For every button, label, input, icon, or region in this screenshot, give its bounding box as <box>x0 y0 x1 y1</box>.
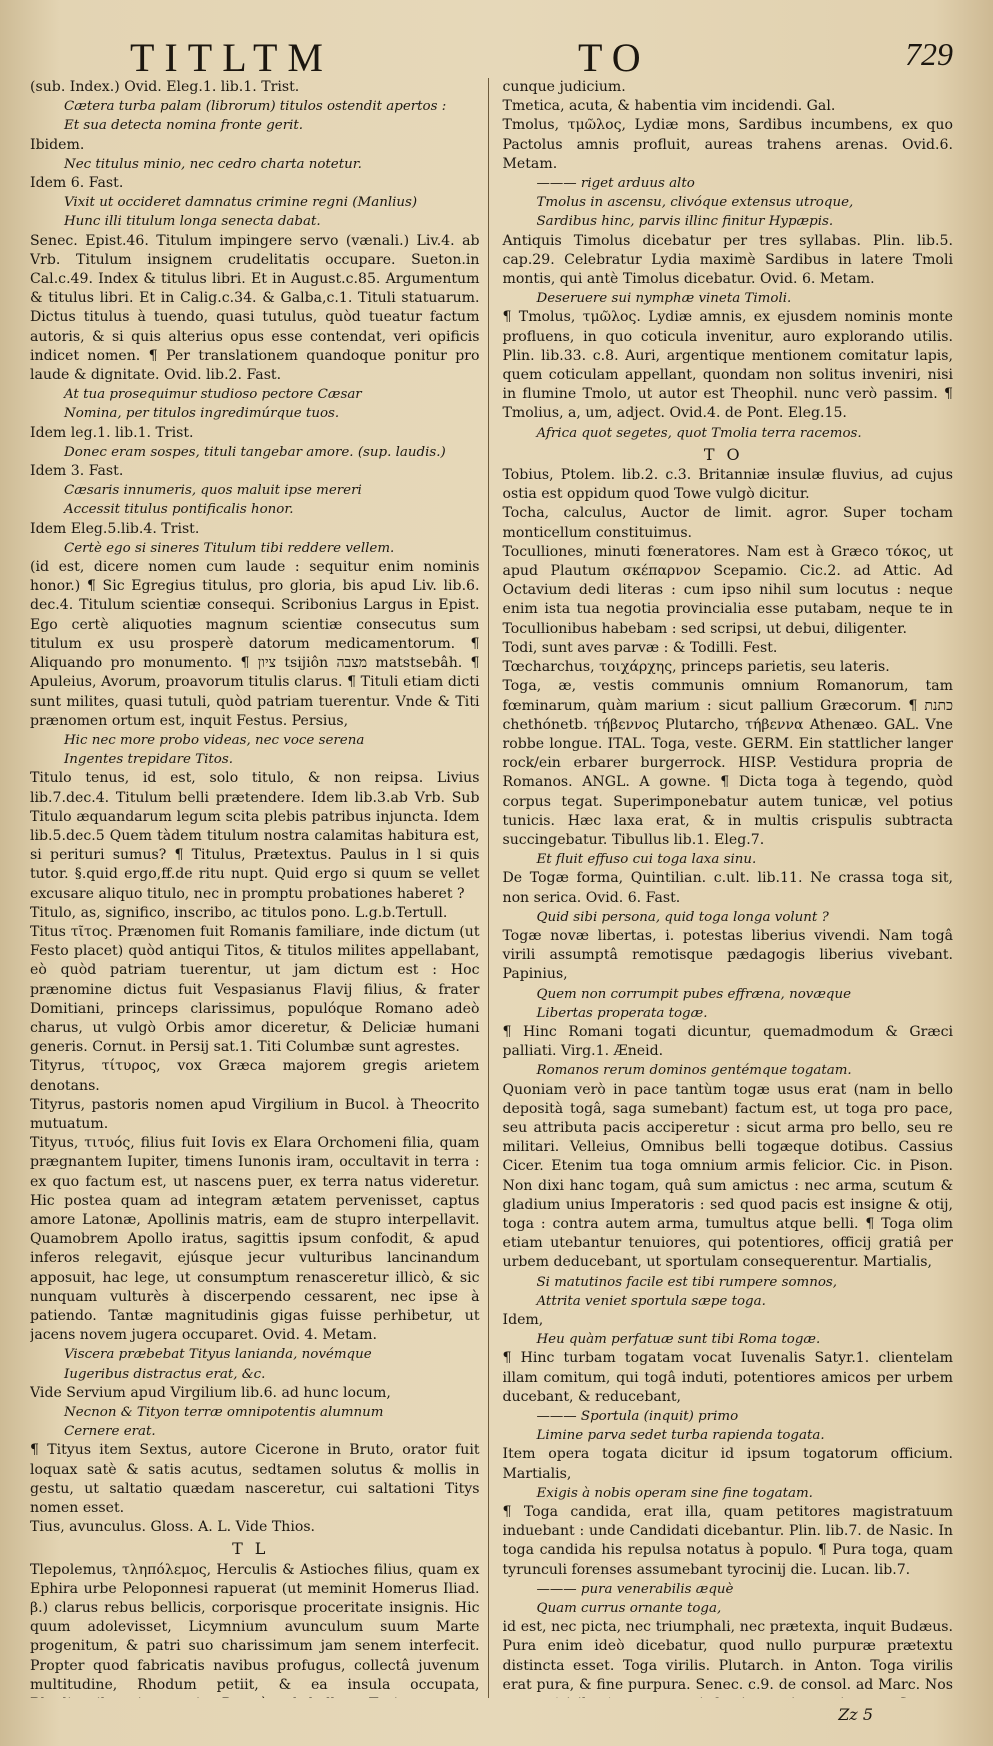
columns <box>30 78 953 1698</box>
running-head-right: TO <box>578 35 651 80</box>
entry-paragraph: Idem Eleg.5.lib.4. Trist. <box>30 520 200 537</box>
verse-quotation: Iugeribus distractus erat, &c. <box>64 1366 266 1382</box>
entry-paragraph: Todi, sunt aves parvæ : & Todilli. Fest. <box>502 639 778 656</box>
verse-quotation: Donec eram sospes, tituli tangebar amore. (sup. laudis.) <box>64 444 446 460</box>
verse-quotation: At tua prosequimur studioso pectore Cæsar <box>64 387 362 403</box>
entry-paragraph: Idem, <box>502 1312 544 1328</box>
verse-quotation: Et fluit effuso cui toga laxa sinu. <box>536 852 757 868</box>
running-head-left: TITLTM <box>130 35 333 80</box>
verse-quotation: Africa quot segetes, quot Tmolia terra racemos. <box>536 425 862 441</box>
verse-quotation: Attrita veniet sportula sæpe toga. <box>536 1293 766 1309</box>
verse-quotation: Si matutinos facile est tibi rumpere somnos, <box>536 1274 838 1290</box>
entry-paragraph: Titus τῖτος. Prænomen fuit Romanis familiare, inde dictum (ut Festo placet) quòd antiqui Titos, & titulos milites appellabant, eò quòd patriam tuerentur, ut jam dictum est : Hoc prænomine dictus fuit Vespasianus Flavij filius, & frater Domitiani, princeps clarissimus, populóque Romano adeò charus, ut vulgò Orbis amor diceretur, & Deliciæ humani generis. Cornut. in Persij sat.1. Titi Columbæ sunt agrestes. <box>30 923 480 1056</box>
entry-paragraph: (sub. Index.) Ovid. Eleg.1. lib.1. Trist. <box>30 79 300 95</box>
entry-paragraph: Tœcharchus, τοιχάρχης, princeps parietis, seu lateris. <box>502 659 890 676</box>
verse-quotation: Hunc illi titulum longa senecta dabat. <box>64 214 321 230</box>
entry-paragraph: Tlepolemus, τληπόλεμος, Herculis & Astioches filius, quam ex Ephira urbe Peloponnesi rapuerat (ut meminit Homerus Iliad. β.) clarus rebus bellicis, corporisque proceritate insignis. Hic quum adolevisset, Licymnium avunculum suum Marte progenitum, & patri suo charissimum jam senem interfecit. Propter quod fabricatis navibus profugus, collectâ juvenum multitudine, Rhodum petiit, & ea insula occupata, <box>30 1561 480 1693</box>
entry-paragraph: Idem 3. Fast. <box>30 463 124 480</box>
running-header <box>30 20 953 78</box>
section-heading: TL <box>232 1539 278 1559</box>
verse-quotation: Quid sibi persona, quid toga longa volunt ? <box>536 909 829 925</box>
verse-quotation: ——— pura venerabilis æquè <box>536 1581 734 1597</box>
entry-paragraph: Titulo tenus, id est, solo titulo, & non reipsa. Livius lib.7.dec.4. Titulum belli prætendere. Idem lib.3.ab Vrb. Sub Titulo æquandarum legum scita plebis patribus injuncta. Idem lib.5.dec.5 Quem tàdem titulum nostra calamitas habitura est, si perituri sumus? ¶ Titulus, Prætextus. Paulus in l si quis tutor. §.quid ergo,ff.de ritu nupt. Quid ergo si quum se vellet excusare aliquo titulo, nec in promptu probationes haberet ? <box>30 770 480 902</box>
entry-paragraph: cunque judicium. <box>502 79 626 95</box>
verse-quotation: Deseruere sui nymphæ vineta Timoli. <box>536 291 792 307</box>
entry-paragraph: (id est, dicere nomen cum laude : sequitur enim nominis honor.) ¶ Sic Egregius titulus, pro gloria, bis apud Liv. lib.6. dec.4. Titulum scientiæ consequi. Scribonius Largus in Epist. Ego certè aliquoties magnum scientiæ consecutus sum titulum ex usu prosperè datorum medicamentorum. ¶ Aliquando pro monumento. ¶ ציון tsijiôn מצבה matstsebâh. ¶ Apuleius, Avorum, proavorum titulis clarus. ¶ Tituli etiam dicti sunt milites, quasi tutuli, quòd patriam tuerentur. Vnde & Titi prænomen ortum est, inquit Festus. Persius, <box>30 559 480 729</box>
entry-paragraph: ¶ Tityus item Sextus, autore Cicerone in Bruto, orator fuit loquax satè & satis acutus, sedtamen solutus & mollis in gestu, ut saltatio quædam nasceretur, cui saltationi Titys nomen esset. <box>30 1442 480 1517</box>
entry-paragraph: Vide Servium apud Virgilium lib.6. ad hunc locum, <box>30 1384 391 1401</box>
entry-paragraph: Titulo, as, significo, inscribo, ac titulos pono. L.g.b.Tertull. <box>30 904 448 921</box>
verse-quotation: Limine parva sedet turba rapienda togata. <box>536 1428 825 1444</box>
entry-paragraph: Idem leg.1. lib.1. Trist. <box>30 424 194 441</box>
entry-paragraph: Tityrus, τίτυρος, vox Græca majorem gregis arietem denotans. <box>30 1058 480 1094</box>
entry-paragraph: Senec. Epist.46. Titulum impingere servo (vænali.) Liv.4. ab Vrb. Titulum insignem crudelitatis occupare. Sueton.in Cal.c.49. Index & titulus libri. Et in August.c.85. Argumentum & titulus libri. Et in Calig.c.34. & Galba,c.1. Tituli statuarum. Dictus titulus à tuendo, quasi tutulus, quòd tueatur factum autoris, & si quis alterius opus esse contendat, veri opificis indicet nomen. ¶ Per translationem quandoque ponitur pro laude & dignitate. Ovid. lib.2. Fast. <box>30 232 480 384</box>
verse-quotation: Heu quàm perfatuæ sunt tibi Roma togæ. <box>536 1332 821 1348</box>
entry-paragraph: ¶ Hinc Romani togati dicuntur, quemadmodum & Græci palliati. Virg.1. Æneid. <box>502 1023 953 1060</box>
entry-paragraph: Togæ novæ libertas, i. potestas liberius vivendi. Nam togâ virili assumptâ remotisque pædagogis liberius vivebant. Papinius, <box>502 927 953 983</box>
verse-quotation: Nomina, per titulos ingredimúrque tuos. <box>64 406 340 422</box>
entry-paragraph: Ibidem. <box>30 136 85 153</box>
entry-paragraph: Idem 6. Fast. <box>30 175 124 192</box>
verse-quotation: Viscera præbebat Tityus lanianda, novémque <box>64 1347 372 1363</box>
entry-paragraph: Tityrus, pastoris nomen apud Virgilium in Bucol. à Theocrito mutuatum. <box>30 1096 480 1132</box>
entry-paragraph: Tityus, τιτυός, filius fuit Iovis ex Elara Orchomeni filia, quam prægnantem Iupiter, timens Iunonis iram, occultavit in terra : ex quo factum est, ut nascens puer, ex terra natus videretur. Hic postea quam ad integram ætatem pervenisset, captus amore Latonæ, Apollinis matris, eam de stupro interpellavit. Quamobrem Apollo iratus, sagittis ipsum confodit, & apud inferos relegavit, ejúsque jecur vulturibus lancinandum apposuit, hac lege, ut consumptum renasceretur illicò, & sic nunquam vulturès à discerpendo cessarent, nec ipse à patiendo. Tantæ magnitudinis gigas fuisse perhibetur, ut jacens novem jugera occuparet. Ovid. 4. Metam. <box>30 1135 480 1344</box>
verse-quotation: Quem non corrumpit pubes effræna, novæque <box>536 986 852 1002</box>
verse-quotation: Libertas properata togæ. <box>536 1005 708 1021</box>
entry-paragraph: id est, nec picta, nec triumphali, nec prætexta, inquit Budæus. Pura enim ideò dicebatur, quod nullo purpuræ prætextu distincta esset. Toga virilis. Plutarch. in Anton. Toga virilis erat pura, & fine purpura. Senec. c.9. de consol. ad Marc. Nos <box>502 1619 953 1693</box>
entry-paragraph: Tmolus, τμῶλος, Lydiæ mons, Sardibus incumbens, ex quo Pactolus amnis profluit, aureas trahens arenas. Ovid.6. Metam. <box>502 117 953 172</box>
verse-quotation: Ingentes trepidare Titos. <box>64 752 233 768</box>
left-column <box>30 78 489 1698</box>
verse-quotation: Cernere erat. <box>64 1424 156 1440</box>
entry-paragraph: Tocha, calculus, Auctor de limit. agror. Super tocham monticellum constituimus. <box>502 505 953 541</box>
verse-quotation: Nec titulus minio, nec cedro charta notetur. <box>64 156 362 172</box>
verse-quotation: ——— riget arduus alto <box>536 176 695 192</box>
entry-paragraph: Tius, avunculus. Gloss. A. L. Vide Thios. <box>30 1519 316 1536</box>
verse-quotation: ——— Sportula (inquit) primo <box>536 1409 739 1425</box>
verse-quotation: Cæsaris innumeris, quos maluit ipse mereri <box>64 483 362 499</box>
entry-paragraph: De Togæ forma, Quintilian. c.ult. lib.11. Ne crassa toga sit, non serica. Ovid. 6. Fast. <box>502 870 953 906</box>
entry-paragraph: Tobius, Ptolem. lib.2. c.3. Britanniæ insulæ fluvius, ad cujus ostia est oppidum quod Towe vulgò dicitur. <box>502 467 953 503</box>
verse-quotation: Certè ego si sineres Titulum tibi reddere vellem. <box>64 540 395 556</box>
verse-quotation: Sardibus hinc, parvis illinc finitur Hypæpis. <box>536 214 834 230</box>
entry-paragraph: ¶ Tmolus, τμῶλος. Lydiæ amnis, ex ejusdem nominis monte profluens, in quo coticula invenitur, auro explorando utilis. Plin. lib.33. c.8. Auri, argentique mentionem comitatur lapis, quem coticulam appellant, quondam non solitus inveniri, nisi in flumine Tmolo, ut autor est Theophil. nunc verò passim. ¶ Tmolius, a, um, adject. Ovid.4. de Pont. Eleg.15. <box>502 309 953 422</box>
verse-quotation: Accessit titulus pontificalis honor. <box>64 502 294 518</box>
verse-quotation: Necnon & Tityon terræ omnipotentis alumnum <box>64 1405 384 1421</box>
verse-quotation: Hic nec more probo videas, nec voce serena <box>64 732 365 748</box>
entry-paragraph: Quoniam verò in pace tantùm togæ usus erat (nam in bello deposità togâ, saga sumebant) factum est, ut toga pro pace, seu attributa pacis acciperetur : sicut arma pro bello, seu re militari. Velleius, Omnibus belli togæque dotibus. Cassius Cicer. Etenim tua toga omnium armis felicior. Cic. in Pison. Non dixi hanc togam, quâ sum amictus : nec arma, scutum & gladium unius Imperatoris : sed quod pacis est insigne & otij, toga : contra autem arma, tumultus atque belli. ¶ Toga olim etiam utebantur tenuiores, qui potentiores, officij gratiâ per urbem deducebant, ut sportulam consequerentur. Martialis, <box>502 1081 953 1271</box>
verse-quotation: Romanos rerum dominos gentémque togatam. <box>536 1063 852 1079</box>
verse-quotation: Quam currus ornante toga, <box>536 1601 722 1617</box>
verse-quotation: Et sua detecta nomina fronte gerit. <box>64 118 304 134</box>
entry-paragraph: ¶ Hinc turbam togatam vocat Iuvenalis Satyr.1. clientelam illam comitum, qui togâ induti, potentiores amicos per urbem ducebant, & reducebant, <box>502 1350 953 1405</box>
entry-paragraph: Toga, æ, vestis communis omnium Romanorum, tam fœminarum, quàm marium : sicut pallium Græcorum. ¶ כתנת chethónetb. τήβεννος Plutarcho, τήβεννα Athenæo. GAL. Vne robbe longue. ITAL. Toga, veste. GERM. Ein stattlicher langer rock/ein erbarer burgerrock. HISP. Vestidura propria de Romanos. ANGL. A gowne. ¶ Dicta toga à tegendo, quòd corpus tegat. Superimponebatur autem tunicæ, vel potius tunicis. Hæc laxa erat, & in multis crispulis subtracta succingebatur. Tibullus lib.1. Eleg.7. <box>502 678 953 848</box>
verse-quotation: Tmolus in ascensu, clivóque extensus utroque, <box>536 195 854 211</box>
verse-quotation: Exigis à nobis operam sine fine togatam. <box>536 1485 813 1501</box>
entry-paragraph: Antiquis Timolus dicebatur per tres syllabas. Plin. lib.5. cap.29. Celebratur Lydia maximè Sardibus in latere Tmoli montis, qui antè Timolus dicebatur. Ovid. 6. Metam. <box>502 232 953 288</box>
entry-paragraph: Tmetica, acuta, & habentia vim incidendi. Gal. <box>502 98 836 115</box>
entry-paragraph: ¶ Toga candida, erat illa, quam petitores magistratuum induebant : unde Candidati dicebantur. Plin. lib.7. de Nasic. In toga candida his repulsa notatus à populo. ¶ Pura toga, quam tyrunculi forenses assumebant tyrocinij die. Lucan. lib.7. <box>502 1504 953 1578</box>
signature-mark: Zz 5 <box>838 1705 873 1724</box>
entry-paragraph: Toculliones, minuti fœneratores. Nam est à Græco τόκος, ut apud Plautum σκέπαρνον Scepamio. Cic.2. ad Attic. Ad Octavium dedi literas : cum ipso nihil sum locutus : neque enim ista tua negotia provincialia esse putabam, neque te in Tocullionibus habebam : sed scripsi, ut debui, diligenter. <box>502 543 953 637</box>
verse-quotation: Vixit ut occideret damnatus crimine regni (Manlius) <box>64 195 418 211</box>
verse-quotation: Cætera turba palam (librorum) titulos ostendit apertos : <box>64 99 447 115</box>
right-column <box>497 78 954 1698</box>
entry-paragraph: Item opera togata dicitur id ipsum togatorum officium. Martialis, <box>502 1446 953 1482</box>
section-heading: TO <box>703 444 752 464</box>
page-number: 729 <box>905 36 953 72</box>
